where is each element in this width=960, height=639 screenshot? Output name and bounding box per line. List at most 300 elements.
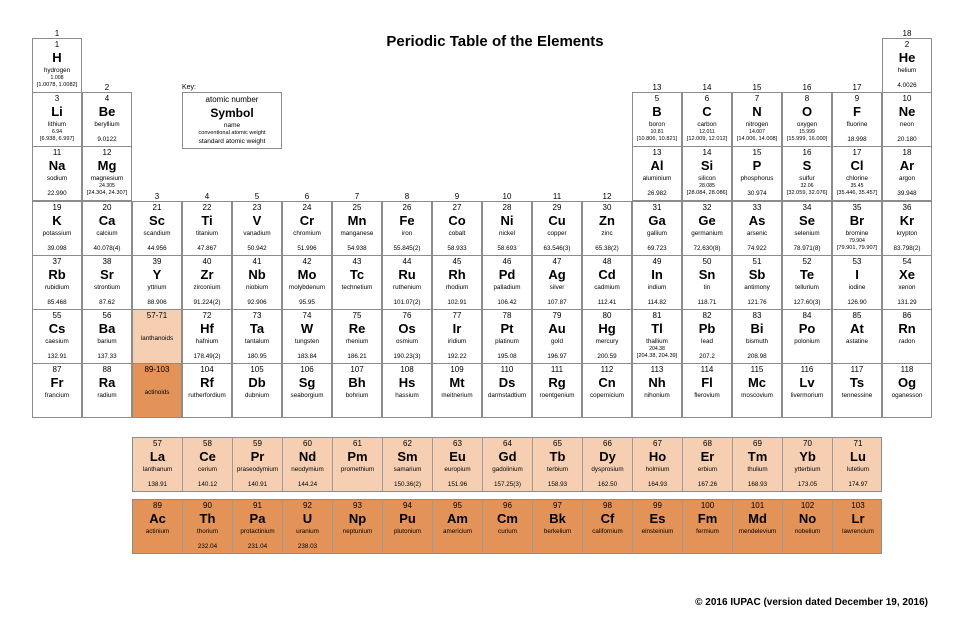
element-cell-er[interactable] — [683, 438, 733, 491]
element-cell-po[interactable] — [782, 309, 832, 364]
element-cell-lu[interactable] — [833, 438, 883, 491]
element-cell-si[interactable] — [682, 146, 732, 201]
element-cell-v[interactable] — [232, 201, 282, 256]
element-name: strontium — [94, 284, 120, 291]
element-cell-mg[interactable] — [82, 146, 132, 201]
element-cell-actinoids[interactable] — [132, 363, 182, 418]
standard-weight: 151.96 — [447, 481, 468, 488]
element-name: plutonium — [393, 528, 422, 535]
atomic-number: 22 — [202, 203, 212, 212]
element-cell-rb[interactable] — [32, 255, 82, 310]
element-cell-no[interactable] — [783, 500, 833, 553]
conventional-weight: 15.999 — [799, 129, 815, 135]
element-name: selenium — [794, 230, 820, 237]
element-cell-rn[interactable] — [882, 309, 932, 364]
element-cell-na[interactable] — [32, 146, 82, 201]
element-name: cobalt — [448, 230, 466, 237]
atomic-number: 51 — [752, 257, 762, 266]
element-cell-lanthanoids[interactable] — [132, 309, 182, 364]
element-name: lanthanum — [142, 466, 173, 473]
standard-weight: 140.12 — [197, 481, 218, 488]
element-name: francium — [44, 392, 70, 399]
element-cell-ge[interactable] — [682, 201, 732, 256]
atomic-number: 118 — [900, 365, 914, 374]
element-name: iridium — [447, 338, 467, 345]
element-cell-rh[interactable] — [432, 255, 482, 310]
element-cell-au[interactable] — [532, 309, 582, 364]
element-cell-mn[interactable] — [332, 201, 382, 256]
element-symbol: Yb — [799, 449, 816, 464]
element-symbol: Er — [700, 449, 715, 464]
atomic-number: 16 — [802, 148, 812, 157]
element-name: rutherfordium — [188, 392, 226, 399]
element-name: roentgenium — [539, 392, 575, 399]
element-name: helium — [897, 67, 917, 74]
element-cell-fr[interactable] — [32, 363, 82, 418]
atomic-number: 37 — [52, 257, 62, 266]
atomic-number: 10 — [902, 94, 912, 103]
element-cell-s[interactable] — [782, 146, 832, 201]
element-cell-fm[interactable] — [683, 500, 733, 553]
element-symbol: Li — [51, 104, 63, 119]
element-symbol: N — [752, 104, 762, 119]
element-name: tantalum — [244, 338, 270, 345]
standard-weight: 231.04 — [247, 543, 268, 550]
atomic-number: 57 — [153, 439, 162, 448]
element-symbol: Pm — [347, 449, 368, 464]
standard-weight: 95.95 — [299, 299, 315, 306]
element-cell-ac[interactable] — [133, 500, 183, 553]
lanthanoid-row — [132, 437, 882, 492]
standard-weight: 63.546(3) — [543, 245, 571, 252]
element-symbol: Rn — [898, 321, 916, 336]
element-cell-pa[interactable] — [233, 500, 283, 553]
element-cell-se[interactable] — [782, 201, 832, 256]
atomic-number: 5 — [654, 94, 660, 103]
group-number-6: 6 — [304, 192, 310, 201]
element-symbol: Si — [700, 158, 714, 173]
standard-weight: 114.82 — [647, 299, 667, 306]
atomic-number: 116 — [800, 365, 814, 374]
element-cell-ti[interactable] — [182, 201, 232, 256]
standard-weight: 106.42 — [497, 299, 517, 306]
element-cell-nd[interactable] — [283, 438, 333, 491]
element-cell-nb[interactable] — [232, 255, 282, 310]
element-cell-be[interactable] — [82, 92, 132, 147]
standard-weight: 200.59 — [597, 353, 617, 360]
standard-weight: 162.50 — [597, 481, 618, 488]
element-cell-pt[interactable] — [482, 309, 532, 364]
element-cell-zn[interactable] — [582, 201, 632, 256]
element-cell-lv[interactable] — [782, 363, 832, 418]
atomic-number: 30 — [602, 203, 612, 212]
element-name: ytterbium — [794, 466, 821, 473]
atomic-number: 9 — [854, 94, 860, 103]
group-number-14: 14 — [702, 83, 712, 92]
element-symbol: Ag — [548, 267, 566, 282]
atomic-number: 100 — [700, 501, 715, 510]
element-cell-hg[interactable] — [582, 309, 632, 364]
atomic-number: 68 — [703, 439, 712, 448]
element-cell-es[interactable] — [633, 500, 683, 553]
atomic-number: 13 — [652, 148, 662, 157]
element-cell-br[interactable] — [832, 201, 882, 256]
element-name: californium — [592, 528, 623, 535]
standard-weight: 192.22 — [447, 353, 467, 360]
standard-weight: [14.006, 14.008] — [736, 136, 778, 142]
element-symbol: Al — [650, 158, 664, 173]
element-symbol: B — [652, 104, 662, 119]
atomic-number: 94 — [403, 501, 412, 510]
atomic-number: 35 — [852, 203, 862, 212]
standard-weight: 174.97 — [848, 481, 868, 488]
atomic-number: 75 — [352, 311, 362, 320]
element-symbol: Te — [799, 267, 815, 282]
element-cell-k[interactable] — [32, 201, 82, 256]
element-symbol: Sb — [748, 267, 766, 282]
standard-weight: [35.446, 35.457] — [836, 190, 878, 196]
element-cell-al[interactable] — [632, 146, 682, 201]
standard-weight: 58.693 — [497, 245, 517, 252]
standard-weight: 22.990 — [47, 190, 67, 197]
element-cell-mo[interactable] — [282, 255, 332, 310]
element-cell-tc[interactable] — [332, 255, 382, 310]
atomic-number: 72 — [202, 311, 212, 320]
element-name: scandium — [143, 230, 171, 237]
element-cell-gd[interactable] — [483, 438, 533, 491]
element-cell-la[interactable] — [133, 438, 183, 491]
element-cell-o[interactable] — [782, 92, 832, 147]
element-cell-sb[interactable] — [732, 255, 782, 310]
element-cell-sc[interactable] — [132, 201, 182, 256]
conventional-weight: 12.011 — [699, 129, 715, 135]
element-cell-cu[interactable] — [532, 201, 582, 256]
element-cell-ca[interactable] — [82, 201, 132, 256]
element-name: niobium — [245, 284, 269, 291]
element-cell-ne[interactable] — [882, 92, 932, 147]
element-cell-eu[interactable] — [433, 438, 483, 491]
element-cell-am[interactable] — [433, 500, 483, 553]
element-cell-cn[interactable] — [582, 363, 632, 418]
atomic-number: 104 — [200, 365, 214, 374]
atomic-number: 78 — [502, 311, 512, 320]
standard-weight: 83.798(2) — [893, 245, 921, 252]
element-cell-tm[interactable] — [733, 438, 783, 491]
atomic-number: 26 — [402, 203, 412, 212]
element-name: zinc — [601, 230, 613, 237]
atomic-number: 73 — [252, 311, 262, 320]
atomic-number: 79 — [552, 311, 562, 320]
element-cell-zr[interactable] — [182, 255, 232, 310]
standard-weight: 167.26 — [697, 481, 718, 488]
element-name: silicon — [698, 175, 716, 182]
element-symbol: Hg — [598, 321, 616, 336]
element-cell-sg[interactable] — [282, 363, 332, 418]
element-cell-cd[interactable] — [582, 255, 632, 310]
element-symbol: Hf — [200, 321, 214, 336]
atomic-number: 91 — [253, 501, 262, 510]
element-name: neon — [899, 121, 914, 128]
atomic-number: 80 — [602, 311, 612, 320]
atomic-number: 102 — [800, 501, 815, 510]
element-name: rubidium — [44, 284, 70, 291]
element-symbol: Fl — [701, 375, 713, 390]
atomic-number: 107 — [350, 365, 364, 374]
element-name: thallium — [646, 338, 668, 345]
copyright-footer: © 2016 IUPAC (version dated December 19, 2016) — [695, 597, 928, 608]
element-symbol: Rb — [48, 267, 66, 282]
element-name: manganese — [340, 230, 374, 237]
group-number-2: 2 — [104, 83, 110, 92]
element-cell-cs[interactable] — [32, 309, 82, 364]
element-cell-ra[interactable] — [82, 363, 132, 418]
element-cell-pu[interactable] — [383, 500, 433, 553]
standard-weight: 87.62 — [99, 299, 115, 306]
atomic-number: 62 — [403, 439, 412, 448]
element-cell-pr[interactable] — [233, 438, 283, 491]
element-name: germanium — [691, 230, 723, 237]
element-cell-n[interactable] — [732, 92, 782, 147]
element-cell-sr[interactable] — [82, 255, 132, 310]
element-cell-ga[interactable] — [632, 201, 682, 256]
element-cell-co[interactable] — [432, 201, 482, 256]
element-cell-h[interactable] — [32, 38, 82, 93]
element-cell-lr[interactable] — [833, 500, 883, 553]
element-cell-xe[interactable] — [882, 255, 932, 310]
element-cell-rf[interactable] — [182, 363, 232, 418]
standard-weight: 140.91 — [247, 481, 268, 488]
element-name: bohrium — [345, 392, 369, 399]
element-cell-in[interactable] — [632, 255, 682, 310]
standard-weight: 157.25(3) — [494, 481, 521, 488]
atomic-number: 6 — [704, 94, 710, 103]
element-cell-kr[interactable] — [882, 201, 932, 256]
element-cell-as[interactable] — [732, 201, 782, 256]
element-symbol: Ba — [98, 321, 116, 336]
element-symbol: No — [798, 511, 817, 526]
element-cell-ta[interactable] — [232, 309, 282, 364]
element-cell-md[interactable] — [733, 500, 783, 553]
element-cell-ni[interactable] — [482, 201, 532, 256]
element-symbol: Rg — [548, 375, 566, 390]
atomic-number: 105 — [250, 365, 264, 374]
element-name: radium — [97, 392, 117, 399]
element-cell-b[interactable] — [632, 92, 682, 147]
element-cell-hs[interactable] — [382, 363, 432, 418]
element-cell-u[interactable] — [283, 500, 333, 553]
element-cell-ce[interactable] — [183, 438, 233, 491]
element-name: iron — [401, 230, 413, 237]
element-name: copper — [547, 230, 567, 237]
element-symbol: Cf — [600, 511, 615, 526]
element-symbol: Np — [348, 511, 367, 526]
element-cell-ag[interactable] — [532, 255, 582, 310]
standard-weight: 101.07(2) — [393, 299, 421, 306]
element-symbol: I — [855, 267, 859, 282]
element-cell-te[interactable] — [782, 255, 832, 310]
element-name: potassium — [42, 230, 72, 237]
element-name: holmium — [645, 466, 670, 473]
standard-weight: 74.922 — [747, 245, 767, 252]
element-cell-c[interactable] — [682, 92, 732, 147]
element-cell-re[interactable] — [332, 309, 382, 364]
element-symbol: Pt — [500, 321, 514, 336]
element-symbol: Po — [798, 321, 816, 336]
element-cell-pb[interactable] — [682, 309, 732, 364]
element-cell-fl[interactable] — [682, 363, 732, 418]
element-cell-yb[interactable] — [783, 438, 833, 491]
page-title: Periodic Table of the Elements — [386, 33, 604, 50]
element-cell-mt[interactable] — [432, 363, 482, 418]
element-name: americium — [442, 528, 473, 535]
conventional-weight: 204.38 — [649, 346, 665, 352]
element-cell-p[interactable] — [732, 146, 782, 201]
element-cell-ds[interactable] — [482, 363, 532, 418]
element-cell-ba[interactable] — [82, 309, 132, 364]
standard-weight: 121.76 — [747, 299, 767, 306]
element-cell-cl[interactable] — [832, 146, 882, 201]
element-cell-np[interactable] — [333, 500, 383, 553]
element-cell-ts[interactable] — [832, 363, 882, 418]
element-cell-he[interactable] — [882, 38, 932, 93]
element-cell-pm[interactable] — [333, 438, 383, 491]
element-symbol: Co — [448, 213, 466, 228]
element-symbol: La — [149, 449, 166, 464]
element-name: lawrencium — [842, 528, 874, 535]
element-name: chromium — [293, 230, 321, 237]
element-cell-cr[interactable] — [282, 201, 332, 256]
element-name: krypton — [896, 230, 918, 237]
group-number-13: 13 — [652, 83, 662, 92]
element-symbol: Zn — [599, 213, 615, 228]
atomic-number: 99 — [653, 501, 662, 510]
element-name: moscovium — [741, 392, 773, 399]
element-cell-bh[interactable] — [332, 363, 382, 418]
atomic-number: 34 — [802, 203, 812, 212]
element-name: neptunium — [342, 528, 373, 535]
element-symbol: Dy — [599, 449, 616, 464]
element-symbol: H — [52, 50, 62, 65]
standard-weight: 195.08 — [497, 353, 517, 360]
element-name: bromine — [845, 230, 869, 237]
element-cell-pd[interactable] — [482, 255, 532, 310]
standard-weight: [24.304, 24.307] — [86, 190, 128, 196]
atomic-number: 18 — [902, 148, 912, 157]
standard-weight: 132.91 — [47, 353, 67, 360]
element-symbol: Ds — [498, 375, 516, 390]
standard-weight: [1.0078, 1.0082] — [36, 82, 78, 88]
atomic-number: 69 — [753, 439, 762, 448]
element-cell-ru[interactable] — [382, 255, 432, 310]
element-symbol: O — [801, 104, 813, 119]
atomic-number: 17 — [852, 148, 862, 157]
atomic-number: 50 — [702, 257, 712, 266]
element-name: nickel — [498, 230, 516, 237]
element-name: lead — [701, 338, 713, 345]
element-cell-f[interactable] — [832, 92, 882, 147]
standard-weight: 88.906 — [147, 299, 167, 306]
standard-weight: 39.098 — [47, 245, 67, 252]
actinoid-row — [132, 499, 882, 554]
element-cell-og[interactable] — [882, 363, 932, 418]
standard-weight: 144.24 — [297, 481, 318, 488]
atomic-number: 96 — [503, 501, 512, 510]
atomic-number: 95 — [453, 501, 462, 510]
element-symbol: P — [752, 158, 762, 173]
standard-weight: 102.91 — [447, 299, 467, 306]
standard-weight: 183.84 — [297, 353, 317, 360]
element-name: nitrogen — [745, 121, 769, 128]
element-cell-os[interactable] — [382, 309, 432, 364]
standard-weight: 126.90 — [847, 299, 867, 306]
element-cell-tb[interactable] — [533, 438, 583, 491]
element-cell-bk[interactable] — [533, 500, 583, 553]
atomic-number: 86 — [902, 311, 912, 320]
element-cell-tl[interactable] — [632, 309, 682, 364]
element-cell-i[interactable] — [832, 255, 882, 310]
element-cell-ho[interactable] — [633, 438, 683, 491]
standard-weight: 186.21 — [347, 353, 367, 360]
element-name: gallium — [647, 230, 667, 237]
element-cell-mc[interactable] — [732, 363, 782, 418]
atomic-number: 113 — [650, 365, 664, 374]
standard-weight: [28.084, 28.086] — [686, 190, 728, 196]
standard-weight: 137.33 — [97, 353, 117, 360]
element-symbol: Au — [548, 321, 566, 336]
standard-weight: [6.938, 6.997] — [39, 136, 75, 142]
atomic-number: 97 — [553, 501, 562, 510]
atomic-number: 41 — [252, 257, 262, 266]
element-cell-ir[interactable] — [432, 309, 482, 364]
element-cell-hf[interactable] — [182, 309, 232, 364]
element-name: silver — [549, 284, 565, 291]
atomic-number: 15 — [752, 148, 762, 157]
element-symbol: Cl — [850, 158, 864, 173]
element-name: promethium — [340, 466, 375, 473]
element-symbol: Lu — [850, 449, 866, 464]
element-name: gadolinium — [492, 466, 523, 473]
element-name: darmstadtium — [487, 392, 527, 399]
element-name: xenon — [898, 284, 916, 291]
element-name: rhenium — [345, 338, 369, 345]
element-cell-fe[interactable] — [382, 201, 432, 256]
element-cell-ar[interactable] — [882, 146, 932, 201]
element-cell-cf[interactable] — [583, 500, 633, 553]
element-cell-cm[interactable] — [483, 500, 533, 553]
atomic-number: 76 — [402, 311, 412, 320]
standard-weight: [15.999, 16.000] — [786, 136, 828, 142]
element-cell-at[interactable] — [832, 309, 882, 364]
atomic-number: 44 — [402, 257, 412, 266]
element-name: lithium — [47, 121, 67, 128]
standard-weight: [10.806, 10.821] — [636, 136, 678, 142]
element-cell-li[interactable] — [32, 92, 82, 147]
element-name: samarium — [393, 466, 422, 473]
element-cell-th[interactable] — [183, 500, 233, 553]
element-cell-sm[interactable] — [383, 438, 433, 491]
element-cell-dy[interactable] — [583, 438, 633, 491]
conventional-weight: 14.007 — [749, 129, 765, 135]
element-cell-bi[interactable] — [732, 309, 782, 364]
element-cell-w[interactable] — [282, 309, 332, 364]
element-name: erbium — [697, 466, 718, 473]
element-cell-db[interactable] — [232, 363, 282, 418]
element-cell-sn[interactable] — [682, 255, 732, 310]
standard-weight: [32.059, 32.076] — [786, 190, 828, 196]
element-cell-y[interactable] — [132, 255, 182, 310]
element-cell-rg[interactable] — [532, 363, 582, 418]
element-cell-nh[interactable] — [632, 363, 682, 418]
